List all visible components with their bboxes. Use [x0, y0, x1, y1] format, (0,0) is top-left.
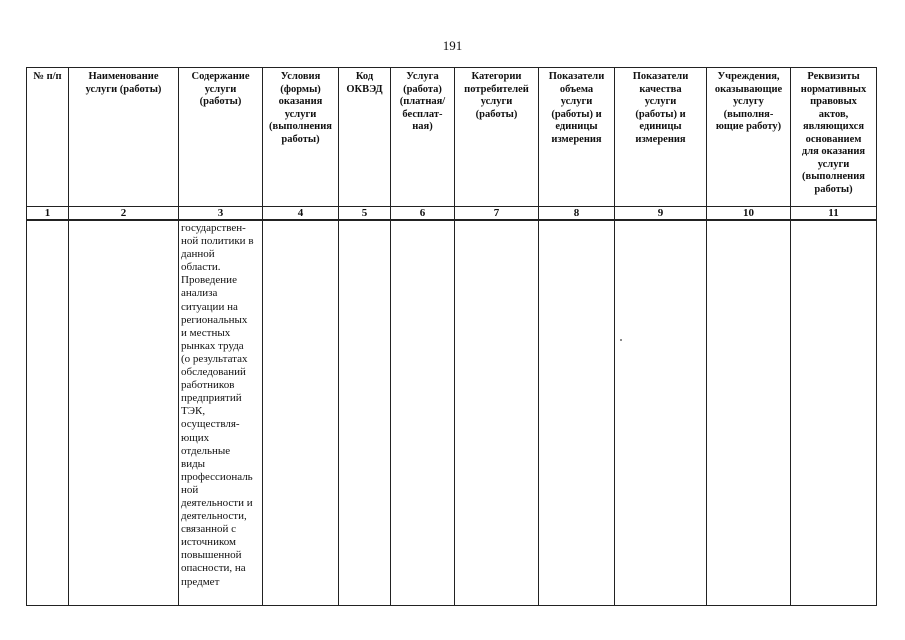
services-table [26, 67, 877, 606]
column-number: 7 [455, 207, 539, 221]
header-volume-indicators: Показатели объема услуги (работы) и единицы измерения [539, 68, 615, 207]
cell-okved [339, 220, 391, 606]
cell-consumer-categories [455, 220, 539, 606]
cell-service-content [179, 220, 263, 606]
cell-volume-indicators [539, 220, 615, 606]
column-number: 10 [707, 207, 791, 221]
service-content-text: государствен- ной политики в данной области. Проведение анализа ситуации на региональных и местных рынках труда (о результатах обследований работников предприятий ТЭК, осуществля- ющих отдельные виды профессиональ ной деятельности и деятельности, связанной с источником повышенной опасности, на предмет [181, 222, 254, 588]
header-service-content: Содержание услуги (работы) [179, 68, 263, 207]
header-conditions: Условия (формы) оказания услуги (выполнения работы) [263, 68, 339, 207]
header-num: № п/п [27, 68, 69, 207]
column-number: 5 [339, 207, 391, 221]
column-number: 3 [179, 207, 263, 221]
header-quality-indicators: Показатели качества услуги (работы) и единицы измерения [615, 68, 707, 207]
header-okved: Код ОКВЭД [339, 68, 391, 207]
table-header-row [27, 68, 877, 207]
cell-legal-acts [791, 220, 877, 606]
table-row [27, 220, 877, 606]
column-number: 6 [391, 207, 455, 221]
cell-paid-free [391, 220, 455, 606]
header-institutions: Учреждения, оказывающие услугу (выполня- ющие работу) [707, 68, 791, 207]
header-consumer-categories: Категории потребителей услуги (работы) [455, 68, 539, 207]
column-number: 4 [263, 207, 339, 221]
column-number: 2 [69, 207, 179, 221]
column-number: 11 [791, 207, 877, 221]
column-number: 1 [27, 207, 69, 221]
scan-speck [620, 339, 622, 341]
cell-service-name [69, 220, 179, 606]
cell-conditions [263, 220, 339, 606]
cell-quality-indicators [615, 220, 707, 606]
column-number: 9 [615, 207, 707, 221]
column-number: 8 [539, 207, 615, 221]
page-number: 191 [442, 38, 463, 53]
cell-num [27, 220, 69, 606]
header-paid-free: Услуга (работа) (платная/ бесплат- ная) [391, 68, 455, 207]
header-service-name: Наименование услуги (работы) [69, 68, 179, 207]
cell-institutions [707, 220, 791, 606]
header-legal-acts: Реквизиты нормативных правовых актов, являющихся основанием для оказания услуги (выполнения работы) [791, 68, 877, 207]
column-numbers-row [27, 207, 877, 221]
